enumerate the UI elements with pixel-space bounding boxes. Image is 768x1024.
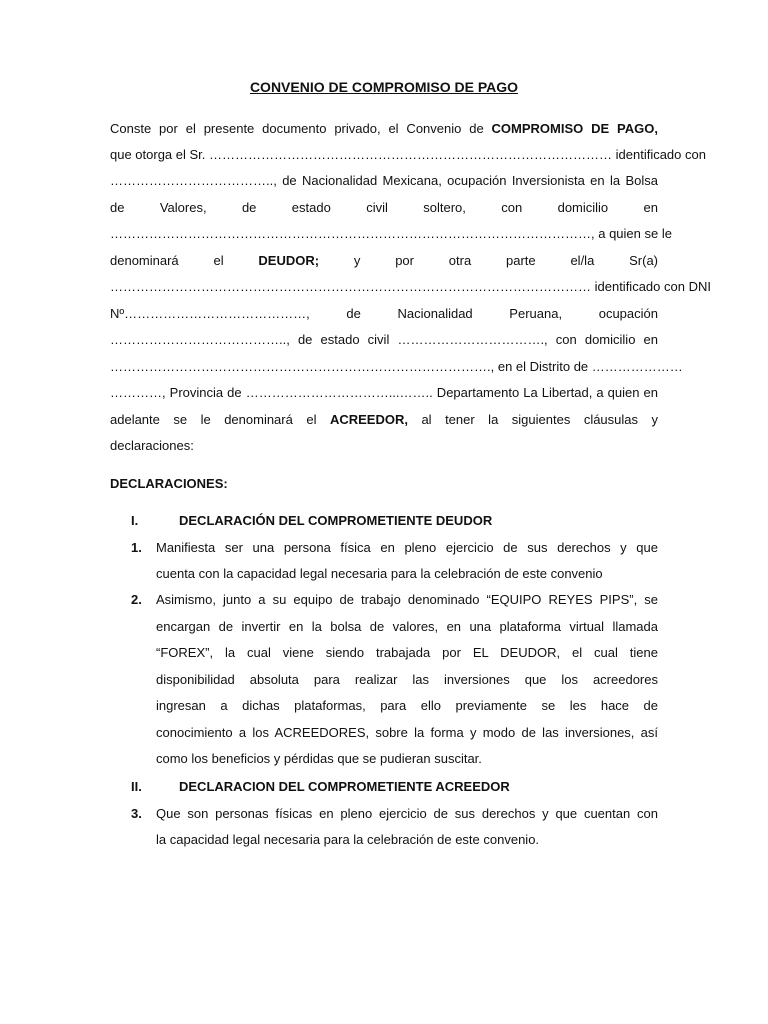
item-3-line-1: Que son personas físicas en pleno ejercicio de sus derechos y que cuentan con: [156, 806, 658, 821]
document-title: CONVENIO DE COMPROMISO DE PAGO: [249, 79, 519, 95]
item-3-line-2: la capacidad legal necesaria para la celebración de este convenio.: [156, 832, 540, 847]
intro-text: y por otra parte el/la Sr(a): [319, 253, 659, 268]
item-number: 2.: [131, 592, 142, 607]
intro-line-12: [110, 411, 658, 429]
declaraciones-heading: DECLARACIONES:: [110, 476, 228, 491]
item-2-line-1: Asimismo, junto a su equipo de trabajo denominado “EQUIPO REYES PIPS”, se: [156, 592, 658, 607]
section-numeral: I.: [131, 513, 139, 528]
intro-text: adelante se le denominará el: [110, 412, 330, 427]
intro-line-6: [110, 252, 658, 270]
item-number: 3.: [131, 806, 142, 821]
item-2-line-4: disponibilidad absoluta para realizar las inversiones que los acreedores: [156, 672, 658, 687]
section-heading: DECLARACION DEL COMPROMETIENTE ACREEDOR: [179, 779, 510, 794]
item-2-line-7: como los beneficios y pérdidas que se pudieran suscitar.: [156, 751, 482, 766]
intro-line-11: …………, Provincia de ……………………………...…….. Departamento La Libertad, a quien en: [110, 385, 658, 400]
intro-line-3: ……………………………….., de Nacionalidad Mexicana, ocupación Inversionista en la Bolsa: [110, 173, 658, 188]
intro-line-8: Nº……………………………………, de Nacionalidad Peruana, ocupación: [110, 306, 658, 321]
section-numeral: II.: [131, 779, 142, 794]
intro-line-2: que otorga el Sr. ………………………………………………………………………………… identificado con: [110, 147, 706, 162]
item-1-line-2: cuenta con la capacidad legal necesaria para la celebración de este convenio: [156, 566, 603, 581]
item-2-line-2: encargan de invertir en la bolsa de valores, en una plataforma virtual llamada: [156, 619, 658, 634]
intro-text: Conste por el presente documento privado, el Convenio de: [110, 121, 492, 136]
intro-line-5: …………………………………………………………………………………………………, a quien se le: [110, 226, 672, 241]
intro-text: denominará el: [110, 253, 259, 268]
intro-line-1: [110, 120, 658, 138]
intro-line-9: ………………………………….., de estado civil ……………………………., con domicilio en: [110, 332, 658, 347]
intro-line-10: ……………………………………………………………………………., en el Distrito de …………………: [110, 359, 683, 374]
intro-line-13: declaraciones:: [110, 438, 194, 453]
item-2-line-5: ingresan a dichas plataformas, para ello previamente se les hace de: [156, 698, 658, 713]
item-number: 1.: [131, 540, 142, 555]
intro-bold-term: DEUDOR;: [258, 253, 320, 268]
intro-line-4: de Valores, de estado civil soltero, con domicilio en: [110, 200, 658, 215]
intro-bold-term: ACREEDOR,: [329, 412, 408, 427]
intro-text: al tener la siguientes cláusulas y: [407, 412, 658, 427]
section-heading: DECLARACIÓN DEL COMPROMETIENTE DEUDOR: [179, 513, 493, 528]
item-2-line-3: “FOREX”, la cual viene siendo trabajada por EL DEUDOR, el cual tiene: [156, 645, 658, 660]
item-1-line-1: Manifiesta ser una persona física en pleno ejercicio de sus derechos y que: [156, 540, 658, 555]
intro-bold-term: COMPROMISO DE PAGO,: [491, 121, 658, 136]
intro-line-7: ………………………………………………………………………………………………… identificado con DNI: [110, 279, 711, 294]
item-2-line-6: conocimiento a los ACREEDORES, sobre la forma y modo de las inversiones, así: [156, 725, 658, 740]
